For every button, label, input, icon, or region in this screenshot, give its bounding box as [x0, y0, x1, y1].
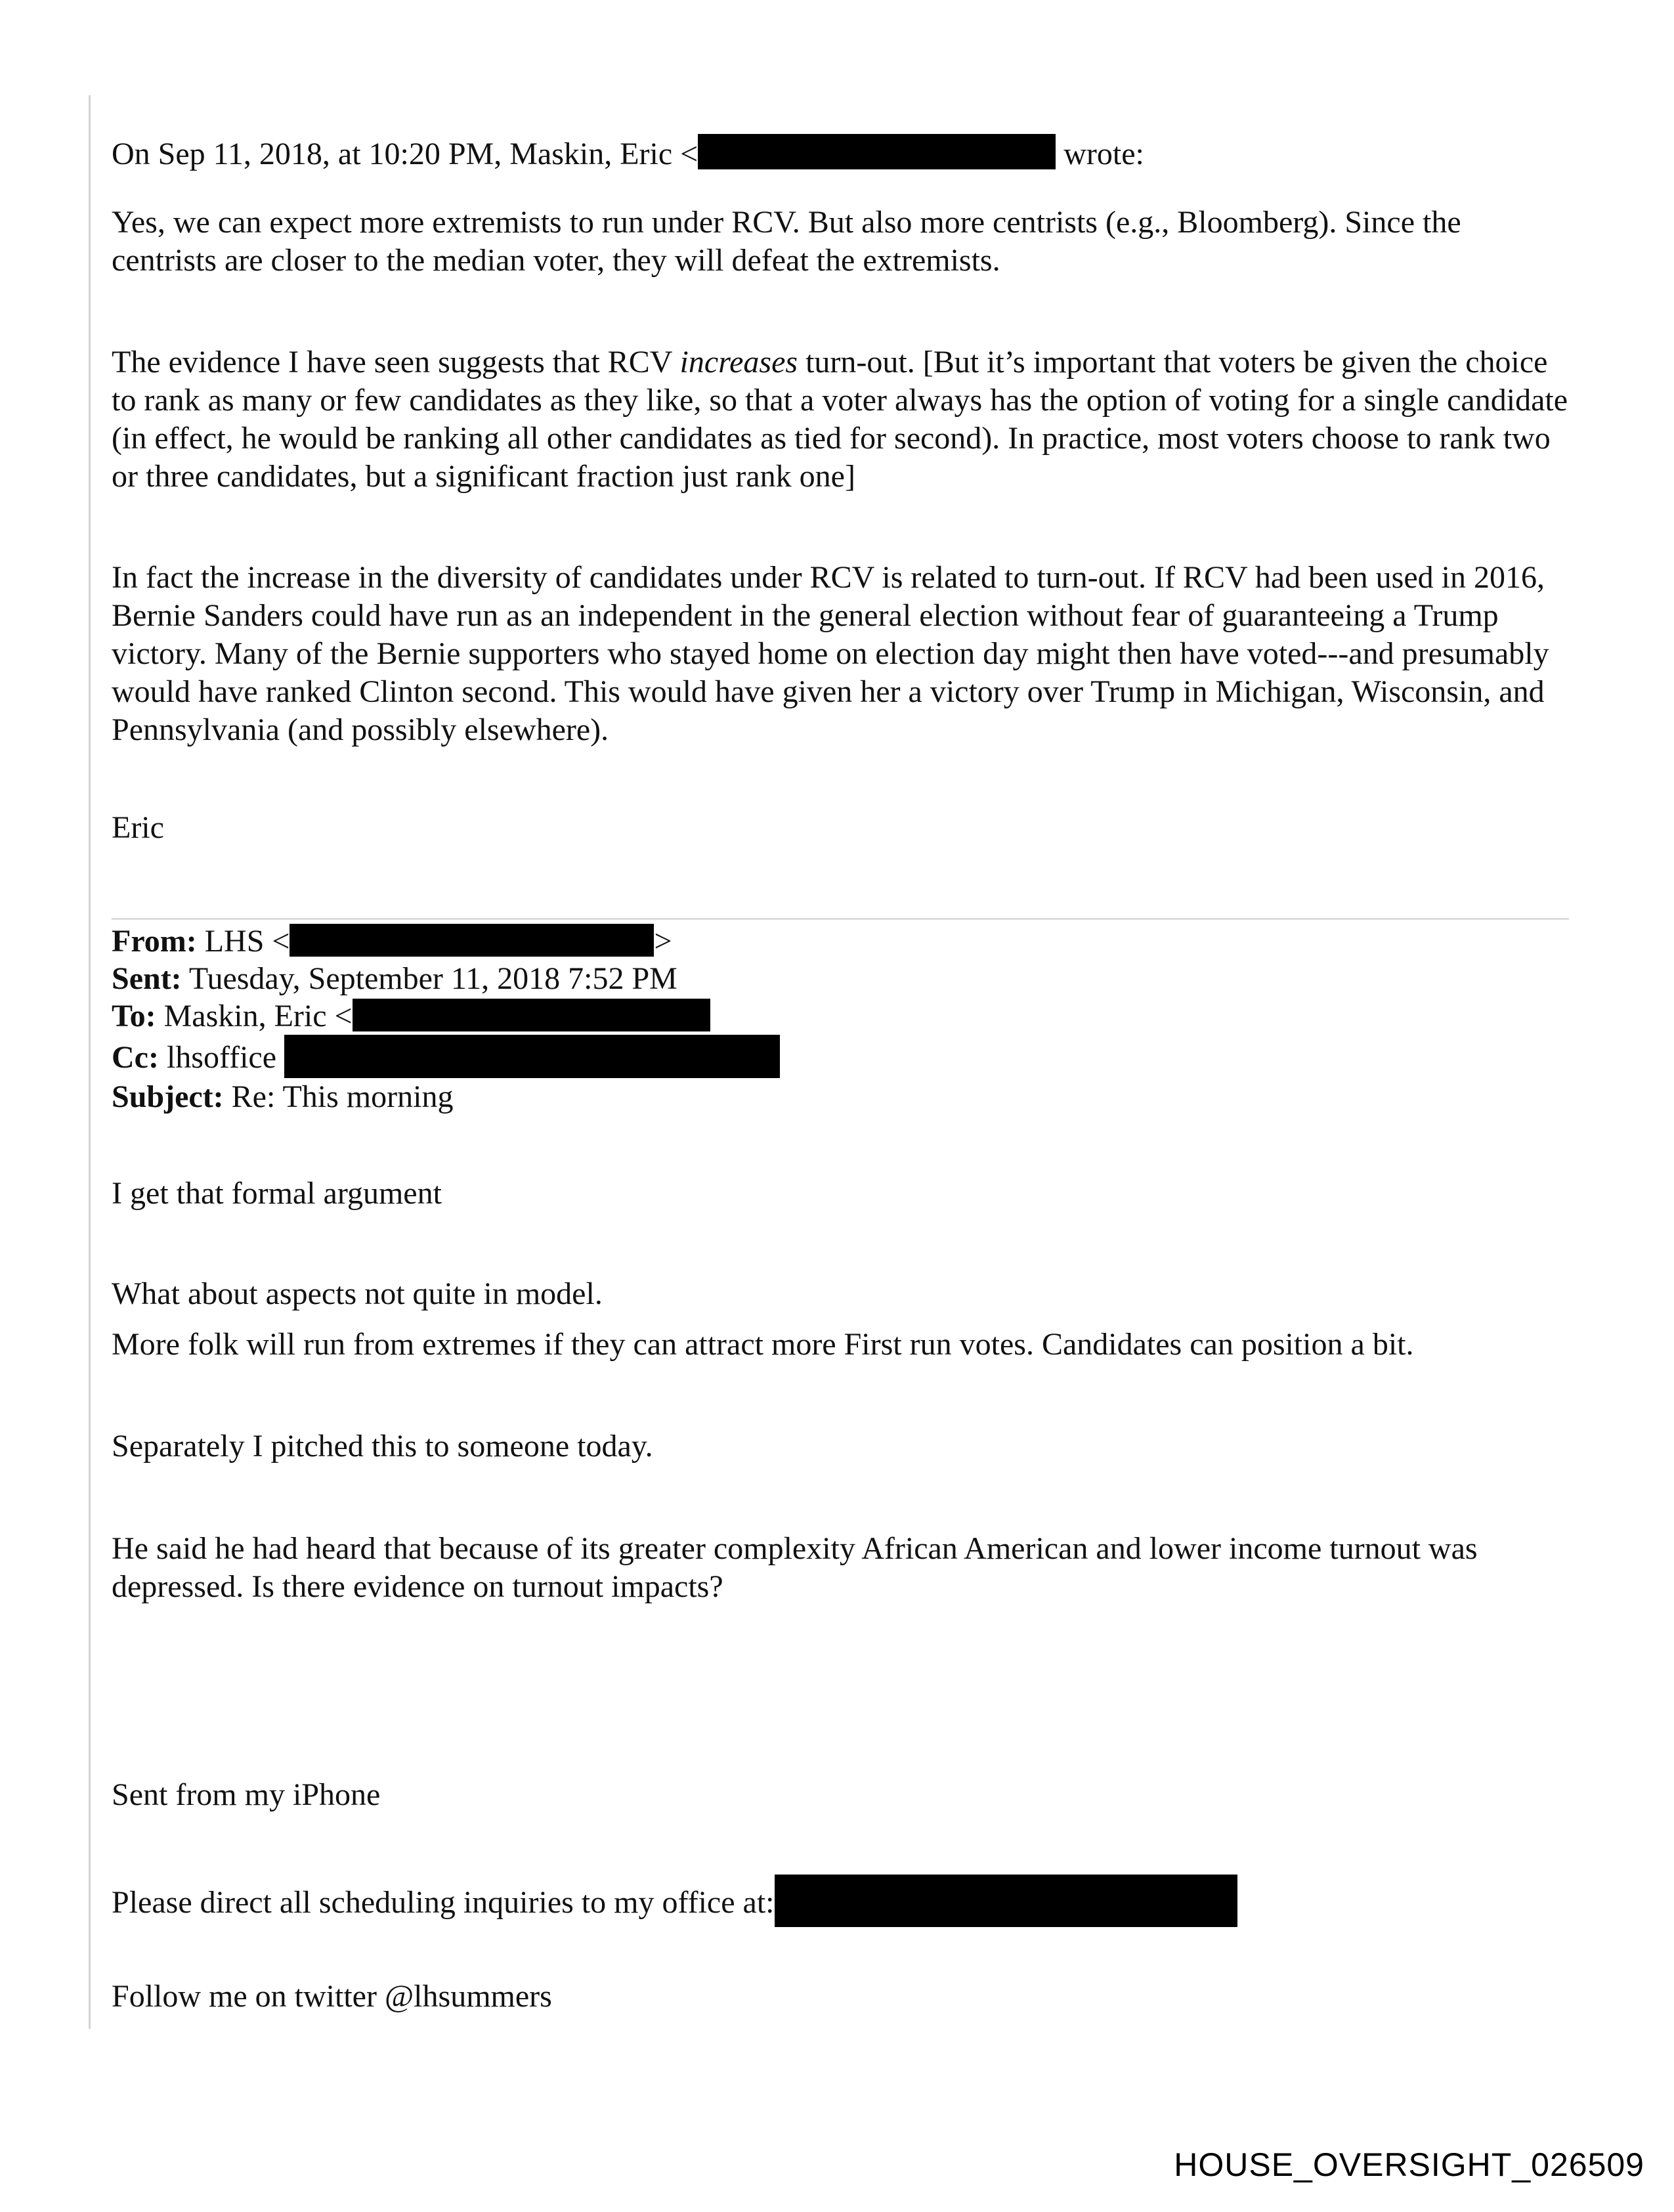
reply-paragraph-2: The evidence I have seen suggests that RCV increases turn-out. [But it’s important that voters be given the choice to rank as many or few candidates as they like, so that a voter always has the option of voting for a single candidate (in effect, he would be ranking all other candidates as tied for second). In practice, most voters choose to rank two or three candidates, but a significant fraction just rank one] [112, 345, 1568, 494]
body-line-1: I get that formal argument [112, 1176, 442, 1211]
subject-line: Subject: Re: This morning [112, 1079, 454, 1114]
redaction-block [353, 999, 710, 1031]
sent-line: Sent: Tuesday, September 11, 2018 7:52 PM [112, 961, 677, 996]
redaction-block [284, 1035, 780, 1078]
body-line-2: What about aspects not quite in model. [112, 1276, 603, 1311]
reply-paragraph-3: In fact the increase in the diversity of candidates under RCV is related to turn-out. If RCV had been used in 2016, Bernie Sanders could have run as an independent in the general election without fear of guaranteeing a Trump victory. Many of the Bernie supporters who stayed home on election day might then have voted---and presumably would have ranked Clinton second. This would have given her a victory over Trump in Michigan, Wisconsin, and Pennsylvania (and possibly elsewhere). [112, 560, 1549, 747]
original-header [112, 922, 1569, 1116]
body-line-3: More folk will run from extremes if they can attract more First run votes. Candidates can position a bit. [112, 1327, 1414, 1362]
from-line: From: LHS < > [112, 924, 672, 959]
sent-from-line: Sent from my iPhone [112, 1777, 381, 1812]
reply-signature: Eric [112, 810, 164, 845]
to-line: To: Maskin, Eric < [112, 997, 1569, 1035]
message-divider [112, 918, 1569, 920]
redaction-block [698, 134, 1056, 169]
reply-header: On Sep 11, 2018, at 10:20 PM, Maskin, Eric < wrote: [112, 134, 1569, 172]
cc-line: Cc: lhsoffice [112, 1035, 1569, 1078]
scheduling-line: Please direct all scheduling inquiries to my office at: [112, 1875, 1569, 1927]
reply-paragraph-1: Yes, we can expect more extremists to run under RCV. But also more centrists (e.g., Bloomberg). Since the centrists are closer to the median voter, they will defeat the extremists. [112, 205, 1461, 278]
body-line-5: He said he had heard that because of its greater complexity African American and lower income turnout was depressed. Is there evidence on turnout impacts? [112, 1531, 1478, 1604]
redaction-block [775, 1875, 1237, 1927]
quote-bar [89, 95, 91, 2029]
twitter-line: Follow me on twitter @lhsummers [112, 1979, 552, 2014]
redaction-block [290, 924, 654, 957]
body-line-4: Separately I pitched this to someone today. [112, 1429, 653, 1464]
bates-number: HOUSE_OVERSIGHT_026509 [1174, 2146, 1644, 2183]
